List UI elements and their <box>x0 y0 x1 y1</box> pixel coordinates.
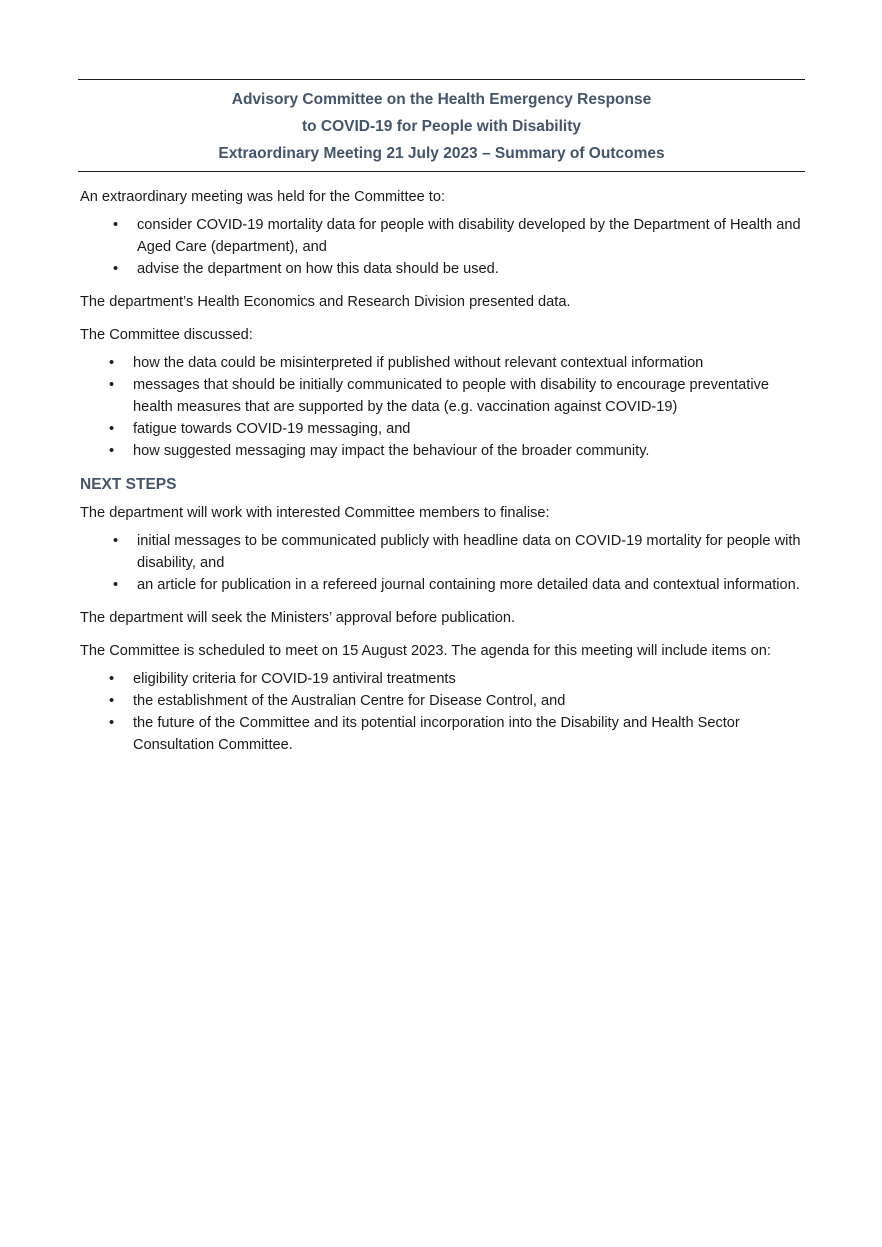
document-body <box>80 186 810 767</box>
discussed-paragraph: The Committee discussed: <box>80 327 253 343</box>
bullet-icon: • <box>109 693 115 709</box>
next-meeting-paragraph: The Committee is scheduled to meet on 15 August 2023. The agenda for this meeting will include items on: <box>80 643 771 659</box>
discussed-bullet-list <box>80 352 810 462</box>
approval-paragraph: The department will seek the Ministers’ approval before publication. <box>80 610 516 626</box>
intro-paragraph: An extraordinary meeting was held for the Committee to: <box>80 189 446 205</box>
list-item-text: how the data could be misinterpreted if published without relevant contextual information <box>133 355 704 371</box>
bullet-icon: • <box>109 443 115 459</box>
list-item-text: the future of the Committee and its potential incorporation into the Disability and Health Sector Consultation Committee. <box>133 715 740 753</box>
next-steps-bullet-list <box>80 530 810 596</box>
next-steps-heading: NEXT STEPS <box>80 476 177 493</box>
intro-bullet-list <box>80 214 810 280</box>
list-item <box>80 374 810 418</box>
list-item-text: eligibility criteria for COVID-19 antiviral treatments <box>133 671 456 687</box>
document-title-block <box>78 79 805 172</box>
list-item-text: how suggested messaging may impact the behaviour of the broader community. <box>133 443 650 459</box>
list-item-text: advise the department on how this data should be used. <box>137 261 499 277</box>
list-item <box>80 530 810 574</box>
list-item-text: an article for publication in a refereed journal containing more detailed data and contextual information. <box>137 577 800 593</box>
list-item <box>80 668 810 690</box>
bullet-icon: • <box>109 355 115 371</box>
list-item <box>80 690 810 712</box>
list-item <box>80 440 810 462</box>
title-line-2: to COVID-19 for People with Disability <box>301 118 582 135</box>
agenda-bullet-list <box>80 668 810 756</box>
title-line-3: Extraordinary Meeting 21 July 2023 – Summary of Outcomes <box>218 145 665 162</box>
list-item <box>80 418 810 440</box>
list-item-text: messages that should be initially communicated to people with disability to encourage preventative health measures that are supported by the data (e.g. vaccination against COVID-19) <box>133 377 770 415</box>
list-item-text: fatigue towards COVID-19 messaging, and <box>133 421 411 437</box>
bullet-icon: • <box>113 217 119 233</box>
bullet-icon: • <box>109 671 115 687</box>
list-item <box>80 712 810 756</box>
title-line-1: Advisory Committee on the Health Emergency Response <box>231 91 652 108</box>
list-item <box>80 214 810 258</box>
list-item <box>80 352 810 374</box>
bullet-icon: • <box>113 577 119 593</box>
bullet-icon: • <box>113 533 119 549</box>
bullet-icon: • <box>109 377 115 393</box>
presented-paragraph: The department’s Health Economics and Research Division presented data. <box>80 294 571 310</box>
bullet-icon: • <box>113 261 119 277</box>
list-item <box>80 258 810 280</box>
list-item <box>80 574 810 596</box>
list-item-text: initial messages to be communicated publicly with headline data on COVID-19 mortality for people with disability, and <box>137 533 801 571</box>
bullet-icon: • <box>109 715 115 731</box>
list-item-text: the establishment of the Australian Centre for Disease Control, and <box>133 693 566 709</box>
list-item-text: consider COVID-19 mortality data for people with disability developed by the Department of Health and Aged Care (department), and <box>137 217 801 255</box>
next-steps-paragraph: The department will work with interested Committee members to finalise: <box>80 505 550 521</box>
bullet-icon: • <box>109 421 115 437</box>
